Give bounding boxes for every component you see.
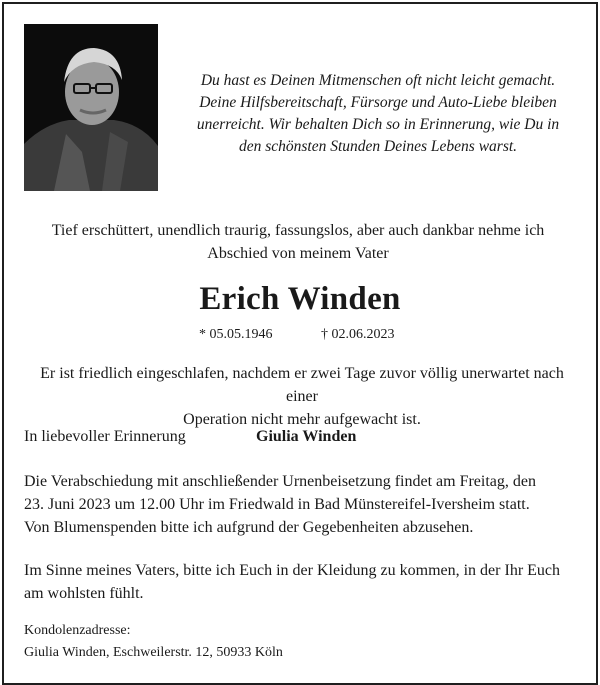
memorial-quote bbox=[178, 70, 578, 158]
farewell-line: Die Verabschiedung mit anschließender Urnenbeisetzung findet am Freitag, den bbox=[24, 473, 536, 490]
farewell-line: 23. Juni 2023 um 12.00 Uhr im Friedwald in Bad Münstereifel-Iversheim statt. bbox=[24, 496, 530, 513]
quote-line: den schönsten Stunden Deines Lebens warst. bbox=[238, 138, 518, 155]
intro-text bbox=[30, 219, 566, 265]
memory-label: In liebevoller Erinnerung bbox=[24, 428, 186, 445]
quote-line: unerreicht. Wir behalten Dich so in Erinnerung, wie Du in bbox=[196, 116, 560, 133]
birth-date: * 05.05.1946 bbox=[199, 327, 273, 342]
condolence-address: Giulia Winden, Eschweilerstr. 12, 50933 Köln bbox=[24, 645, 283, 660]
passing-line: Er ist friedlich eingeschlafen, nachdem er zwei Tage zuvor völlig unerwartet nach einer bbox=[40, 365, 564, 405]
intro-line: Abschied von meinem Vater bbox=[207, 245, 389, 262]
condolence-label: Kondolenzadresse: bbox=[24, 623, 131, 638]
quote-line: Du hast es Deinen Mitmenschen oft nicht leicht gemacht. bbox=[200, 72, 556, 89]
quote-line: Deine Hilfsbereitschaft, Fürsorge und Auto-Liebe bleiben bbox=[199, 94, 557, 111]
deceased-name: Erich Winden bbox=[199, 281, 401, 317]
farewell-line: Von Blumenspenden bitte ich aufgrund der Gegebenheiten abzusehen. bbox=[24, 519, 474, 536]
farewell-text bbox=[24, 470, 580, 539]
passing-line: Operation nicht mehr aufgewacht ist. bbox=[183, 411, 421, 428]
clothing-line: Im Sinne meines Vaters, bitte ich Euch in der Kleidung zu kommen, in der Ihr Euch bbox=[24, 562, 561, 579]
mourner-name: Giulia Winden bbox=[256, 428, 357, 445]
passing-text bbox=[24, 362, 580, 431]
clothing-line: am wohlsten fühlt. bbox=[24, 585, 144, 602]
intro-line: Tief erschüttert, unendlich traurig, fassungslos, aber auch dankbar nehme ich bbox=[51, 222, 545, 239]
clothing-text bbox=[24, 559, 580, 605]
death-date: † 02.06.2023 bbox=[321, 327, 395, 342]
portrait-photo bbox=[24, 24, 158, 191]
